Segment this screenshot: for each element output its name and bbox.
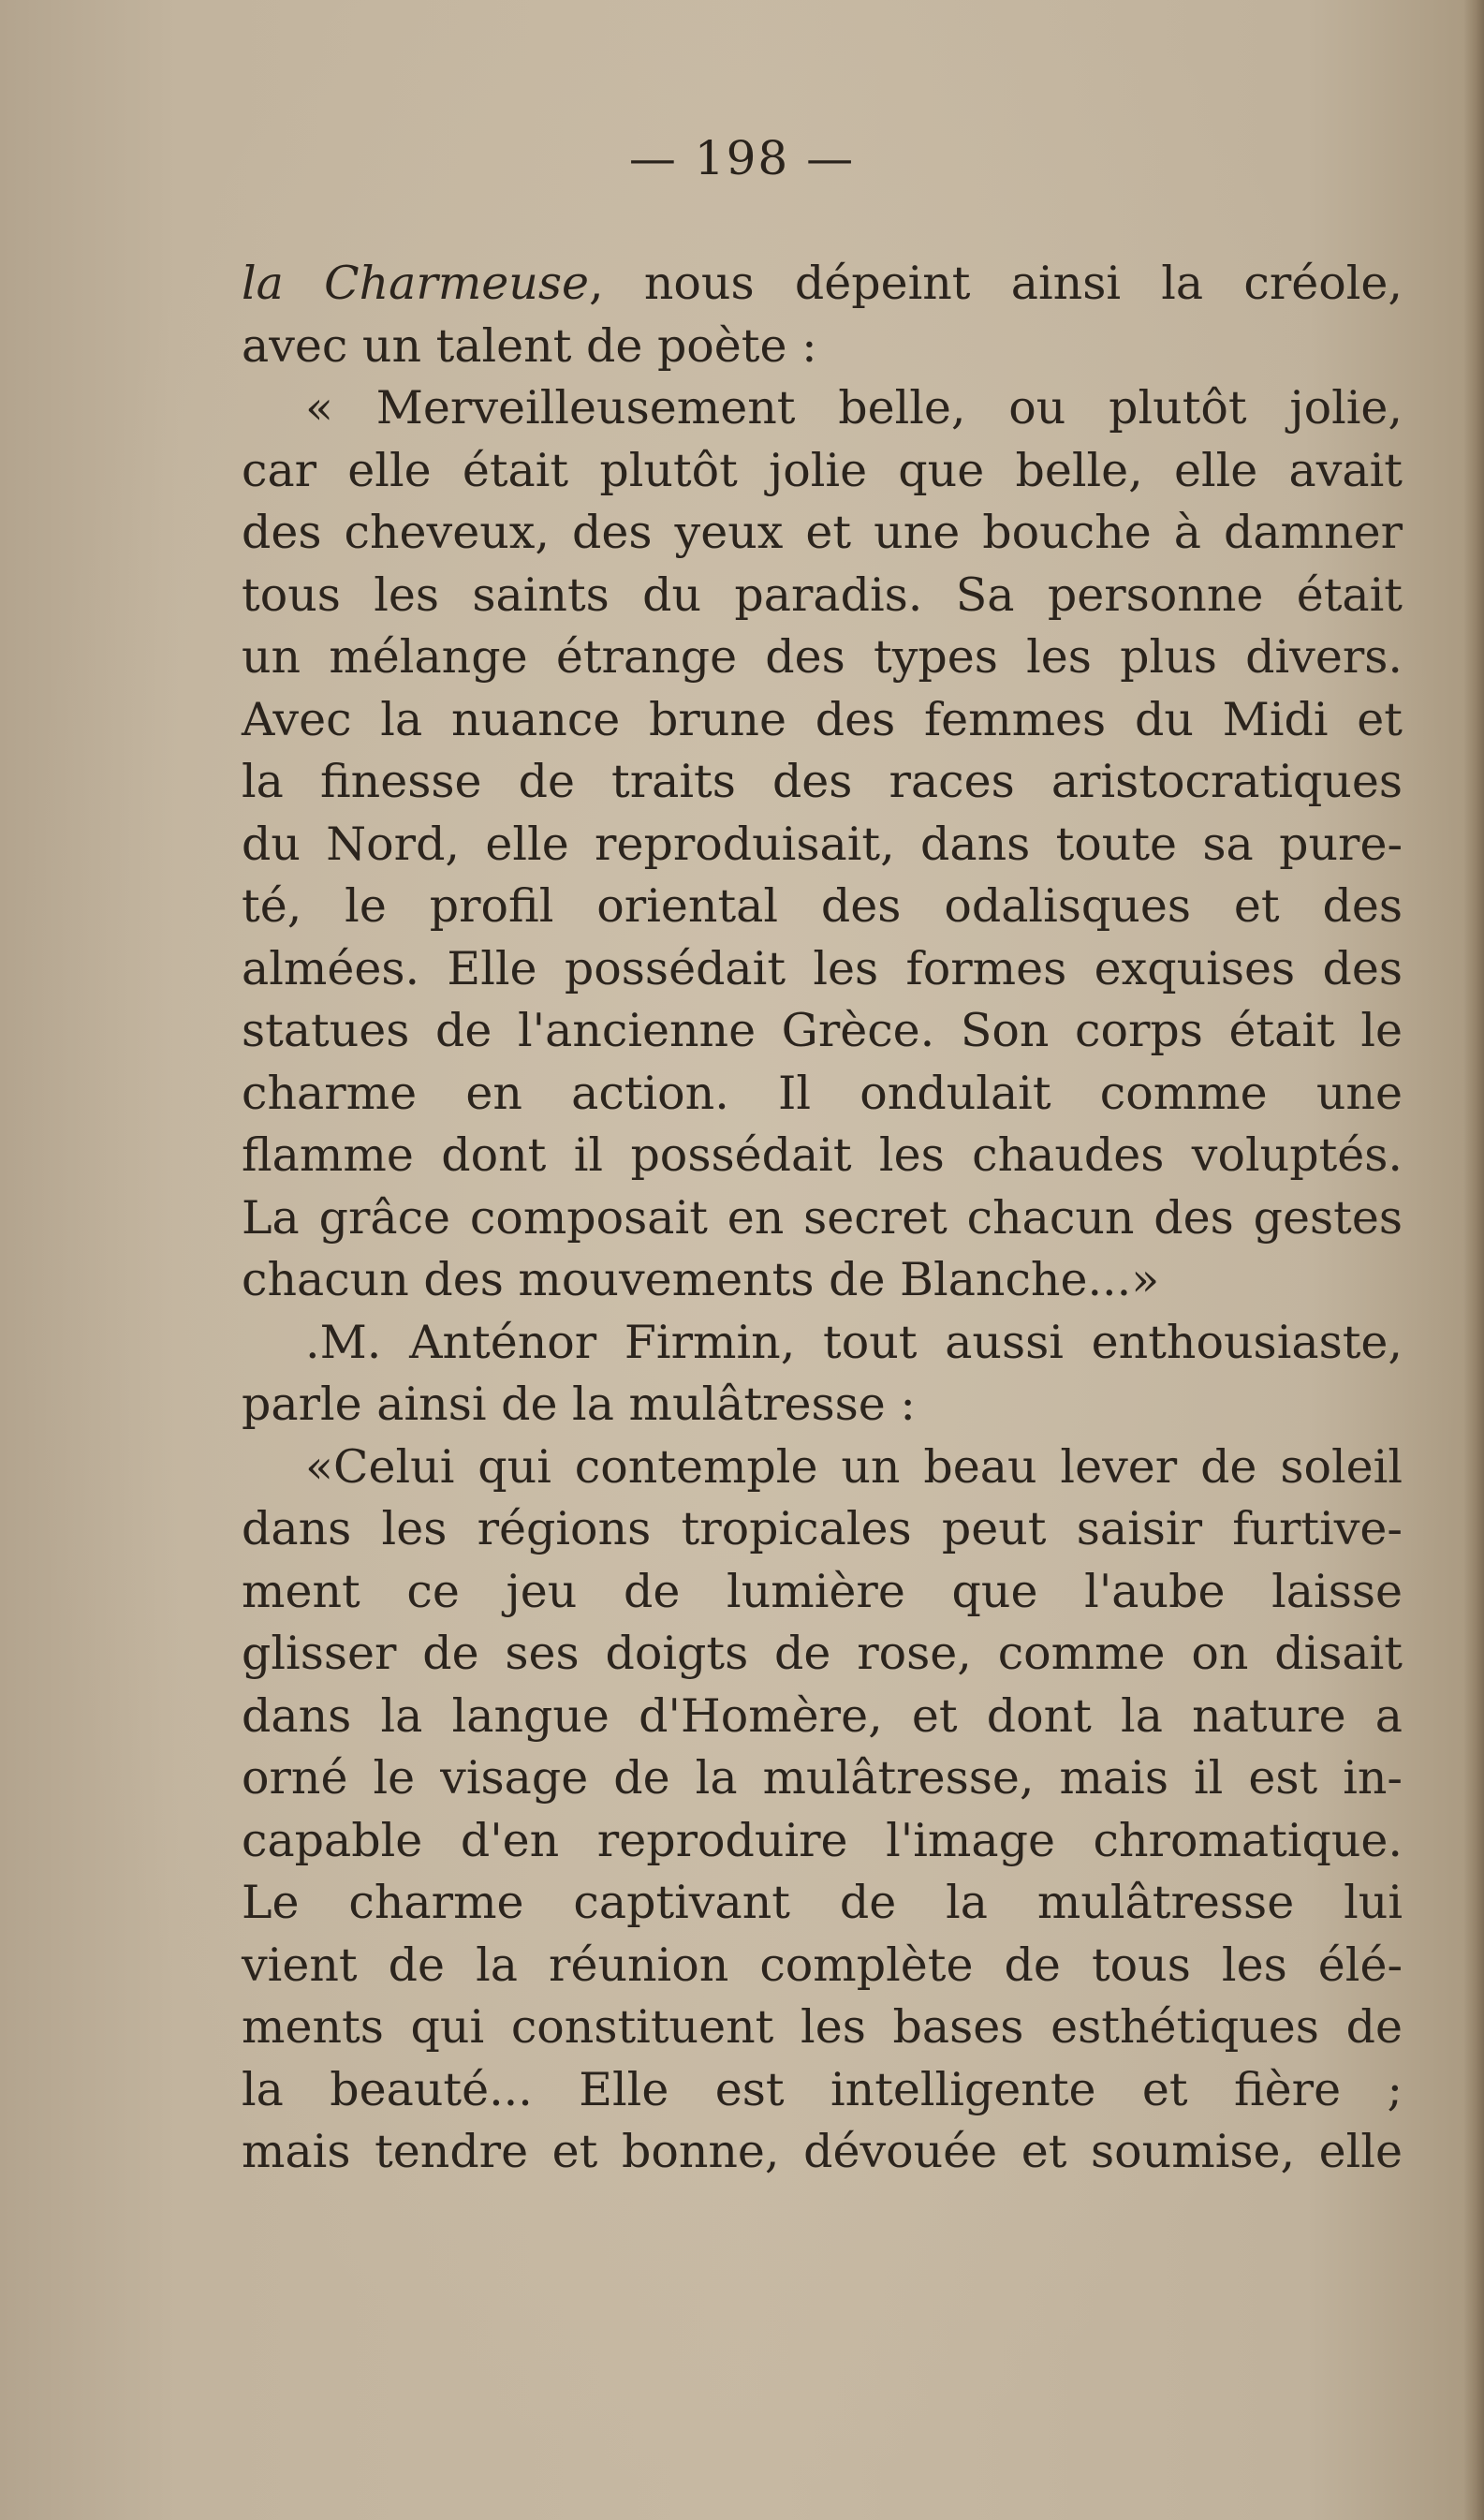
text-line	[242, 1187, 1403, 1250]
text-line	[242, 2059, 1403, 2122]
text-line	[242, 377, 1403, 440]
line-text: dans la langue d'Homère, et dont la nature a	[242, 1688, 1403, 1743]
line-text: La grâce composait en secret chacun des gestes	[242, 1190, 1403, 1245]
line-text: capable d'en reproduire l'image chromatique.	[242, 1813, 1403, 1867]
text-line	[242, 1997, 1403, 2059]
line-text: «Celui qui contemple un beau lever de soleil	[305, 1439, 1403, 1494]
line-text: car elle était plutôt jolie que belle, elle avait	[242, 443, 1403, 497]
text-line	[242, 253, 1403, 316]
text-line	[242, 1686, 1403, 1748]
text-line	[242, 502, 1403, 565]
line-text: avec un talent de poète :	[242, 318, 817, 373]
text-line	[242, 1747, 1403, 1810]
line-text: almées. Elle possédait les formes exquises des	[242, 941, 1403, 995]
book-title-italic: la Charmeuse	[242, 257, 589, 310]
text-line	[242, 1063, 1403, 1126]
text-line	[242, 1810, 1403, 1873]
line-text: mais tendre et bonne, dévouée et soumise, elle	[242, 2125, 1403, 2178]
body-text	[242, 253, 1403, 2184]
line-text: statues de l'ancienne Grèce. Son corps était le	[242, 1004, 1403, 1057]
line-text: « Merveilleusement belle, ou plutôt jolie,	[305, 381, 1403, 435]
line-text: tous les saints du paradis. Sa personne était	[242, 567, 1403, 622]
text-line	[242, 1312, 1403, 1375]
line-text: parle ainsi de la mulâtresse :	[242, 1378, 916, 1431]
text-line	[242, 316, 1403, 378]
text-line	[242, 876, 1403, 938]
text-line	[242, 2121, 1403, 2184]
line-text: glisser de ses doigts de rose, comme on disait	[242, 1627, 1403, 1680]
page-edge-shadow	[1463, 0, 1484, 2520]
text-line	[242, 1000, 1403, 1063]
text-line	[242, 814, 1403, 877]
line-text: la beauté... Elle est intelligente et fière ;	[242, 2062, 1403, 2116]
text-line	[242, 938, 1403, 1001]
line-text: , nous dépeint ainsi la créole,	[589, 257, 1403, 310]
text-line	[242, 1935, 1403, 1997]
text-line	[242, 751, 1403, 814]
text-line	[242, 1872, 1403, 1935]
text-line	[242, 1374, 1403, 1437]
line-text: vient de la réunion complète de tous les élé-	[242, 1938, 1403, 1992]
line-text: Avec la nuance brune des femmes du Midi et	[242, 692, 1403, 746]
text-line	[242, 1437, 1403, 1499]
line-text: orné le visage de la mulâtresse, mais il est in-	[242, 1751, 1403, 1805]
text-line	[242, 626, 1403, 689]
text-line	[242, 565, 1403, 627]
line-text: du Nord, elle reproduisait, dans toute sa pure-	[242, 817, 1403, 871]
text-line	[242, 1125, 1403, 1187]
text-line	[242, 1623, 1403, 1686]
text-line	[242, 440, 1403, 503]
line-text: des cheveux, des yeux et une bouche à damner	[242, 506, 1403, 559]
line-text: la finesse de traits des races aristocratiques	[242, 755, 1403, 808]
line-text: ments qui constituent les bases esthétiques de	[242, 2000, 1403, 2054]
text-line	[242, 689, 1403, 752]
line-text: dans les régions tropicales peut saisir furtive-	[242, 1502, 1403, 1555]
page-number: — 198 —	[628, 131, 856, 185]
text-line	[242, 1249, 1403, 1312]
line-text: charme en action. Il ondulait comme une	[242, 1066, 1403, 1120]
line-text: un mélange étrange des types les plus divers.	[242, 630, 1403, 684]
line-text: té, le profil oriental des odalisques et des	[242, 879, 1403, 933]
line-text: Le charme captivant de la mulâtresse lui	[242, 1876, 1403, 1929]
text-line	[242, 1561, 1403, 1624]
text-line	[242, 1498, 1403, 1561]
line-text: ment ce jeu de lumière que l'aube laisse	[242, 1564, 1403, 1618]
line-text: chacun des mouvements de Blanche...»	[242, 1253, 1160, 1306]
line-text: flamme dont il possédait les chaudes voluptés.	[242, 1128, 1403, 1182]
line-text: .M. Anténor Firmin, tout aussi enthousiaste,	[305, 1315, 1403, 1369]
